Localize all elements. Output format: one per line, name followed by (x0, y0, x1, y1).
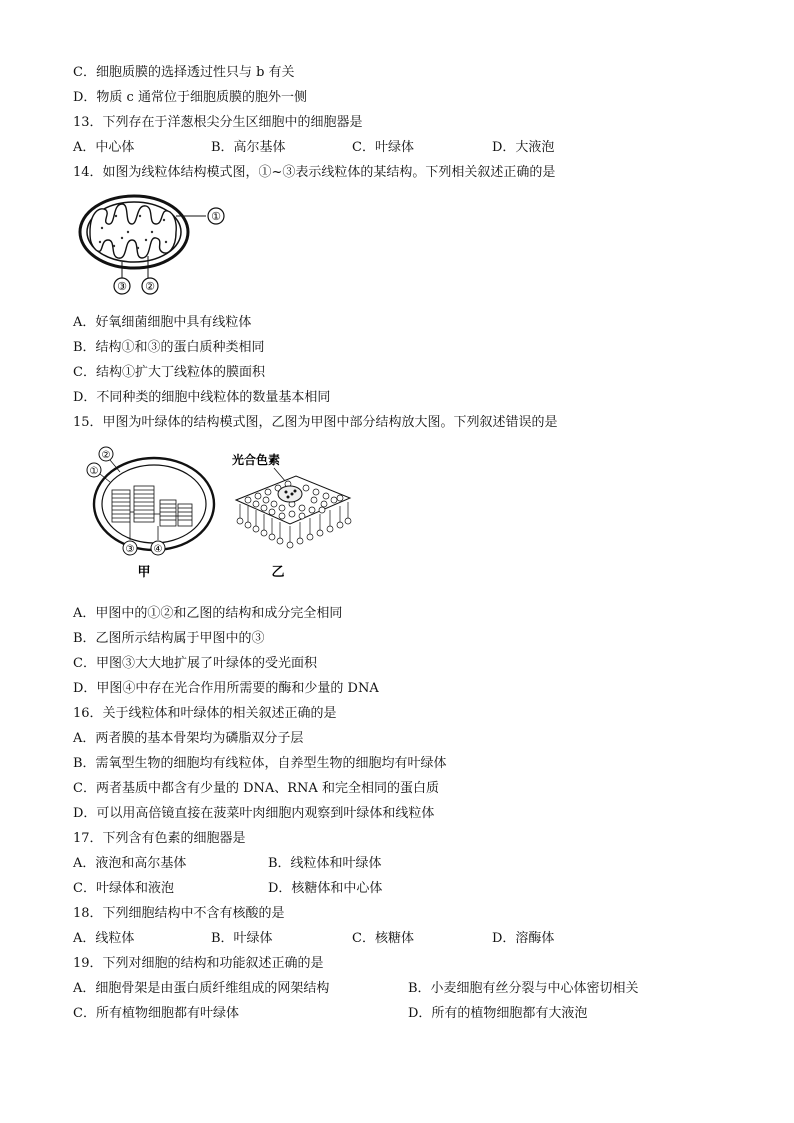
q17-option-c: C．叶绿体和液泡 (73, 881, 174, 896)
q14-option-a: A．好氧细菌细胞中具有线粒体 (73, 315, 252, 330)
mitochondrion-figure (76, 192, 236, 300)
q17-option-a: A．液泡和高尔基体 (73, 856, 187, 871)
q16-option-c: C．两者基质中都含有少量的 DNA、RNA 和完全相同的蛋白质 (73, 781, 439, 796)
chloro-label-1: ① (89, 466, 99, 477)
question-19: 19．下列对细胞的结构和功能叙述正确的是 (73, 956, 324, 971)
question-16: 16．关于线粒体和叶绿体的相关叙述正确的是 (73, 706, 337, 721)
question-15: 15．甲图为叶绿体的结构模式图，乙图为甲图中部分结构放大图。下列叙述错误的是 (73, 415, 558, 430)
mito-label-2: ② (145, 280, 155, 293)
pigment-label: 光合色素 (231, 453, 281, 467)
q14-option-d: D．不同种类的细胞中线粒体的数量基本相同 (73, 390, 331, 405)
question-13: 13．下列存在于洋葱根尖分生区细胞中的细胞器是 (73, 115, 363, 130)
question-18: 18．下列细胞结构中不含有核酸的是 (73, 906, 285, 921)
chloro-label-4: ④ (153, 544, 163, 555)
question-17: 17．下列含有色素的细胞器是 (73, 831, 246, 846)
q19-option-a: A．细胞骨架是由蛋白质纤维组成的网架结构 (73, 981, 330, 996)
q15-option-a: A．甲图中的①②和乙图的结构和成分完全相同 (73, 606, 343, 621)
q14-option-c: C．结构①扩大丁线粒体的膜面积 (73, 365, 265, 380)
q14-option-b: B．结构①和③的蛋白质种类相同 (73, 340, 265, 355)
q15-option-c: C．甲图③大大地扩展了叶绿体的受光面积 (73, 656, 317, 671)
q15-option-d: D．甲图④中存在光合作用所需要的酶和少量的 DNA (73, 681, 379, 696)
mito-label-3: ③ (117, 280, 127, 293)
q16-option-d: D．可以用高倍镜直接在菠菜叶肉细胞内观察到叶绿体和线粒体 (73, 806, 435, 821)
q19-option-b: B．小麦细胞有丝分裂与中心体密切相关 (408, 981, 639, 996)
q17-option-d: D．核糖体和中心体 (268, 881, 383, 896)
chloroplast-figure (82, 442, 222, 582)
q13-option-b: B．高尔基体 (211, 140, 286, 155)
q12-option-d: D．物质 c 通常位于细胞质膜的胞外一侧 (73, 90, 307, 105)
figure-jia-label: 甲 (137, 565, 151, 580)
q13-option-a: A．中心体 (73, 140, 135, 155)
q19-option-c: C．所有植物细胞都有叶绿体 (73, 1006, 239, 1021)
q13-option-c: C．叶绿体 (352, 140, 414, 155)
q18-option-a: A．线粒体 (73, 931, 135, 946)
q15-option-b: B．乙图所示结构属于甲图中的③ (73, 631, 265, 646)
q13-option-d: D．大液泡 (492, 140, 555, 155)
q18-option-c: C．核糖体 (352, 931, 414, 946)
membrane-figure (226, 448, 356, 582)
q17-option-b: B．线粒体和叶绿体 (268, 856, 382, 871)
mito-label-1: ① (211, 210, 221, 223)
q12-option-c: C．细胞质膜的选择透过性只与 b 有关 (73, 65, 295, 80)
question-14: 14．如图为线粒体结构模式图，①~③表示线粒体的某结构。下列相关叙述正确的是 (73, 165, 556, 180)
chloro-label-3: ③ (125, 544, 135, 555)
q18-option-b: B．叶绿体 (211, 931, 273, 946)
figure-yi-label: 乙 (271, 565, 285, 580)
q16-option-a: A．两者膜的基本骨架均为磷脂双分子层 (73, 731, 304, 746)
q18-option-d: D．溶酶体 (492, 931, 555, 946)
q16-option-b: B．需氧型生物的细胞均有线粒体，自养型生物的细胞均有叶绿体 (73, 756, 447, 771)
q19-option-d: D．所有的植物细胞都有大液泡 (408, 1006, 588, 1021)
chloro-label-2: ② (101, 450, 111, 461)
